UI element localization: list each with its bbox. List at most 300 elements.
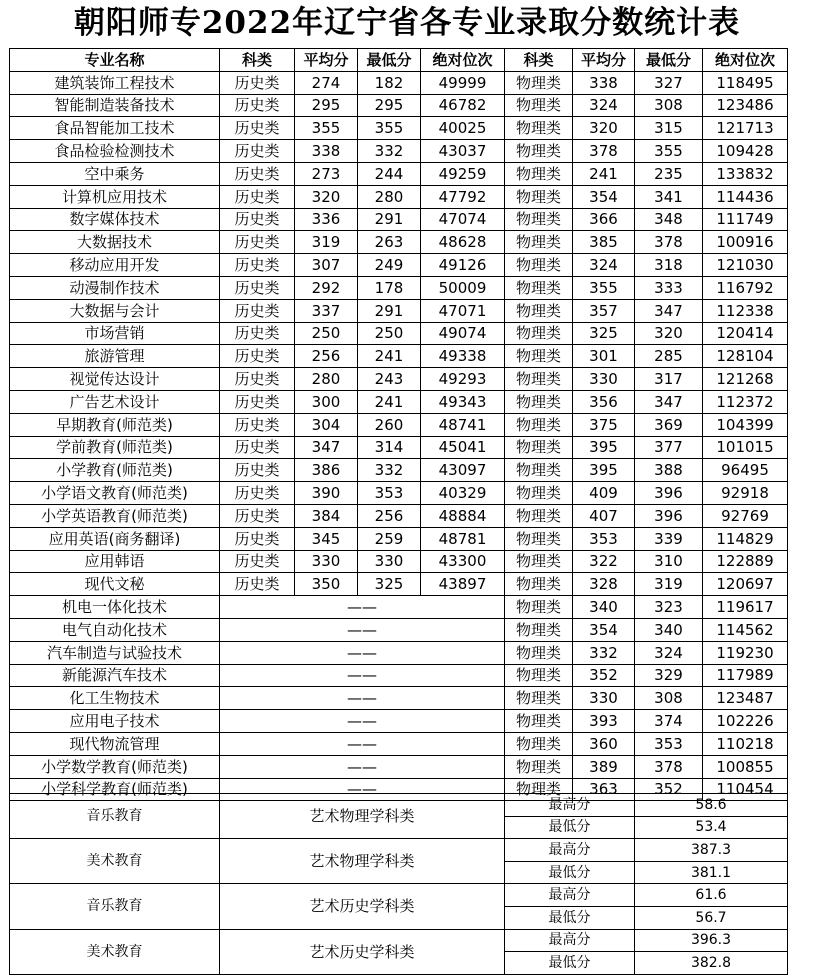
cell-physics-rank: 96495 bbox=[703, 459, 788, 482]
cell-history-minimum: 330 bbox=[358, 550, 421, 573]
cell-major: 数字媒体技术 bbox=[10, 208, 220, 231]
header-major: 专业名称 bbox=[10, 49, 220, 72]
cell-history-category: 历史类 bbox=[220, 162, 295, 185]
cell-history-average: 274 bbox=[295, 71, 358, 94]
table-row bbox=[10, 140, 788, 163]
cell-physics-minimum: 317 bbox=[635, 368, 703, 391]
cell-physics-minimum: 339 bbox=[635, 527, 703, 550]
cell-physics-category: 物理类 bbox=[505, 185, 573, 208]
score-table-body bbox=[10, 71, 788, 801]
cell-physics-minimum: 318 bbox=[635, 254, 703, 277]
cell-history-rank: 40025 bbox=[421, 117, 505, 140]
art-row bbox=[10, 839, 788, 862]
cell-major: 市场营销 bbox=[10, 322, 220, 345]
cell-physics-average: 389 bbox=[573, 755, 635, 778]
cell-history-minimum: 256 bbox=[358, 504, 421, 527]
cell-history-rank: 43897 bbox=[421, 573, 505, 596]
cell-major: 现代物流管理 bbox=[10, 732, 220, 755]
cell-history-category: 历史类 bbox=[220, 345, 295, 368]
cell-physics-average: 330 bbox=[573, 368, 635, 391]
cell-history-minimum: 260 bbox=[358, 413, 421, 436]
cell-physics-rank: 101015 bbox=[703, 436, 788, 459]
table-row bbox=[10, 504, 788, 527]
cell-history-category: 历史类 bbox=[220, 208, 295, 231]
cell-history-minimum: 325 bbox=[358, 573, 421, 596]
cell-physics-average: 332 bbox=[573, 641, 635, 664]
score-table bbox=[9, 48, 788, 801]
cell-major: 应用韩语 bbox=[10, 550, 220, 573]
table-row bbox=[10, 322, 788, 345]
header-physics-average: 平均分 bbox=[573, 49, 635, 72]
table-row bbox=[10, 664, 788, 687]
cell-physics-category: 物理类 bbox=[505, 641, 573, 664]
cell-physics-minimum: 308 bbox=[635, 94, 703, 117]
cell-history-average: 300 bbox=[295, 390, 358, 413]
cell-physics-rank: 120697 bbox=[703, 573, 788, 596]
art-category: 艺术历史学科类 bbox=[220, 884, 505, 929]
art-max-value: 387.3 bbox=[635, 839, 788, 862]
cell-physics-category: 物理类 bbox=[505, 413, 573, 436]
table-row bbox=[10, 482, 788, 505]
art-category: 艺术历史学科类 bbox=[220, 929, 505, 974]
cell-history-category: 历史类 bbox=[220, 436, 295, 459]
cell-physics-category: 物理类 bbox=[505, 778, 573, 801]
cell-physics-rank: 109428 bbox=[703, 140, 788, 163]
art-max-value: 61.6 bbox=[635, 884, 788, 907]
header-row bbox=[10, 49, 788, 72]
cell-physics-minimum: 378 bbox=[635, 231, 703, 254]
cell-history-rank: 49999 bbox=[421, 71, 505, 94]
cell-history-placeholder: —— bbox=[220, 596, 505, 619]
table-row bbox=[10, 254, 788, 277]
cell-physics-minimum: 347 bbox=[635, 390, 703, 413]
cell-physics-category: 物理类 bbox=[505, 162, 573, 185]
cell-physics-category: 物理类 bbox=[505, 687, 573, 710]
art-row bbox=[10, 884, 788, 907]
cell-physics-category: 物理类 bbox=[505, 596, 573, 619]
cell-physics-minimum: 353 bbox=[635, 732, 703, 755]
cell-physics-average: 363 bbox=[573, 778, 635, 801]
cell-major: 汽车制造与试验技术 bbox=[10, 641, 220, 664]
cell-physics-category: 物理类 bbox=[505, 618, 573, 641]
cell-history-average: 337 bbox=[295, 299, 358, 322]
cell-history-average: 350 bbox=[295, 573, 358, 596]
cell-physics-average: 241 bbox=[573, 162, 635, 185]
cell-major: 计算机应用技术 bbox=[10, 185, 220, 208]
art-major: 音乐教育 bbox=[10, 884, 220, 929]
cell-physics-rank: 123487 bbox=[703, 687, 788, 710]
cell-history-minimum: 280 bbox=[358, 185, 421, 208]
cell-physics-minimum: 329 bbox=[635, 664, 703, 687]
cell-physics-category: 物理类 bbox=[505, 755, 573, 778]
table-row bbox=[10, 596, 788, 619]
cell-physics-average: 378 bbox=[573, 140, 635, 163]
art-major: 美术教育 bbox=[10, 839, 220, 884]
cell-history-minimum: 263 bbox=[358, 231, 421, 254]
cell-history-category: 历史类 bbox=[220, 299, 295, 322]
cell-history-rank: 48741 bbox=[421, 413, 505, 436]
cell-physics-average: 353 bbox=[573, 527, 635, 550]
art-category: 艺术物理学科类 bbox=[220, 794, 505, 839]
cell-physics-average: 320 bbox=[573, 117, 635, 140]
cell-history-rank: 48884 bbox=[421, 504, 505, 527]
cell-physics-rank: 128104 bbox=[703, 345, 788, 368]
cell-physics-rank: 122889 bbox=[703, 550, 788, 573]
cell-major: 大数据与会计 bbox=[10, 299, 220, 322]
cell-history-category: 历史类 bbox=[220, 482, 295, 505]
cell-history-minimum: 178 bbox=[358, 276, 421, 299]
cell-history-average: 390 bbox=[295, 482, 358, 505]
cell-physics-rank: 121268 bbox=[703, 368, 788, 391]
cell-physics-average: 328 bbox=[573, 573, 635, 596]
art-min-label: 最低分 bbox=[505, 906, 635, 929]
cell-physics-category: 物理类 bbox=[505, 71, 573, 94]
cell-physics-category: 物理类 bbox=[505, 732, 573, 755]
cell-physics-average: 354 bbox=[573, 185, 635, 208]
cell-history-placeholder: —— bbox=[220, 732, 505, 755]
art-max-value: 396.3 bbox=[635, 929, 788, 952]
cell-history-category: 历史类 bbox=[220, 413, 295, 436]
cell-physics-category: 物理类 bbox=[505, 527, 573, 550]
cell-history-rank: 40329 bbox=[421, 482, 505, 505]
cell-physics-category: 物理类 bbox=[505, 299, 573, 322]
cell-physics-average: 393 bbox=[573, 710, 635, 733]
cell-physics-average: 352 bbox=[573, 664, 635, 687]
cell-physics-rank: 121713 bbox=[703, 117, 788, 140]
cell-physics-rank: 117989 bbox=[703, 664, 788, 687]
cell-history-minimum: 332 bbox=[358, 140, 421, 163]
cell-major: 现代文秘 bbox=[10, 573, 220, 596]
cell-major: 小学教育(师范类) bbox=[10, 459, 220, 482]
cell-history-rank: 49074 bbox=[421, 322, 505, 345]
cell-physics-minimum: 347 bbox=[635, 299, 703, 322]
cell-physics-minimum: 308 bbox=[635, 687, 703, 710]
cell-physics-category: 物理类 bbox=[505, 436, 573, 459]
cell-physics-average: 325 bbox=[573, 322, 635, 345]
cell-physics-rank: 116792 bbox=[703, 276, 788, 299]
cell-physics-category: 物理类 bbox=[505, 117, 573, 140]
cell-physics-category: 物理类 bbox=[505, 368, 573, 391]
cell-history-average: 345 bbox=[295, 527, 358, 550]
cell-history-rank: 47071 bbox=[421, 299, 505, 322]
cell-history-rank: 47792 bbox=[421, 185, 505, 208]
cell-history-average: 320 bbox=[295, 185, 358, 208]
art-min-value: 53.4 bbox=[635, 816, 788, 839]
cell-physics-minimum: 341 bbox=[635, 185, 703, 208]
cell-physics-rank: 100916 bbox=[703, 231, 788, 254]
cell-major: 小学语文教育(师范类) bbox=[10, 482, 220, 505]
cell-physics-rank: 119230 bbox=[703, 641, 788, 664]
header-physics-category: 科类 bbox=[505, 49, 573, 72]
cell-major: 移动应用开发 bbox=[10, 254, 220, 277]
cell-history-rank: 43300 bbox=[421, 550, 505, 573]
art-max-label: 最高分 bbox=[505, 794, 635, 817]
cell-history-minimum: 291 bbox=[358, 299, 421, 322]
cell-physics-minimum: 324 bbox=[635, 641, 703, 664]
cell-history-rank: 49338 bbox=[421, 345, 505, 368]
cell-physics-minimum: 348 bbox=[635, 208, 703, 231]
cell-physics-average: 375 bbox=[573, 413, 635, 436]
table-row bbox=[10, 732, 788, 755]
cell-history-rank: 46782 bbox=[421, 94, 505, 117]
cell-history-category: 历史类 bbox=[220, 140, 295, 163]
cell-physics-average: 395 bbox=[573, 459, 635, 482]
cell-history-placeholder: —— bbox=[220, 778, 505, 801]
art-max-label: 最高分 bbox=[505, 839, 635, 862]
cell-physics-category: 物理类 bbox=[505, 390, 573, 413]
cell-physics-minimum: 323 bbox=[635, 596, 703, 619]
cell-major: 动漫制作技术 bbox=[10, 276, 220, 299]
cell-physics-average: 354 bbox=[573, 618, 635, 641]
cell-history-category: 历史类 bbox=[220, 254, 295, 277]
art-min-label: 最低分 bbox=[505, 952, 635, 975]
table-row bbox=[10, 755, 788, 778]
cell-physics-minimum: 378 bbox=[635, 755, 703, 778]
cell-physics-average: 409 bbox=[573, 482, 635, 505]
cell-history-average: 347 bbox=[295, 436, 358, 459]
cell-physics-average: 322 bbox=[573, 550, 635, 573]
cell-history-minimum: 244 bbox=[358, 162, 421, 185]
cell-major: 应用电子技术 bbox=[10, 710, 220, 733]
art-row bbox=[10, 929, 788, 952]
cell-physics-average: 338 bbox=[573, 71, 635, 94]
cell-history-placeholder: —— bbox=[220, 687, 505, 710]
cell-physics-rank: 100855 bbox=[703, 755, 788, 778]
cell-physics-category: 物理类 bbox=[505, 208, 573, 231]
cell-history-rank: 49293 bbox=[421, 368, 505, 391]
cell-physics-minimum: 352 bbox=[635, 778, 703, 801]
cell-major: 机电一体化技术 bbox=[10, 596, 220, 619]
art-min-value: 381.1 bbox=[635, 861, 788, 884]
cell-history-average: 386 bbox=[295, 459, 358, 482]
cell-physics-minimum: 320 bbox=[635, 322, 703, 345]
cell-major: 新能源汽车技术 bbox=[10, 664, 220, 687]
cell-history-rank: 48781 bbox=[421, 527, 505, 550]
cell-physics-minimum: 333 bbox=[635, 276, 703, 299]
cell-history-category: 历史类 bbox=[220, 276, 295, 299]
cell-history-average: 295 bbox=[295, 94, 358, 117]
cell-physics-average: 355 bbox=[573, 276, 635, 299]
cell-physics-minimum: 388 bbox=[635, 459, 703, 482]
cell-history-category: 历史类 bbox=[220, 94, 295, 117]
cell-physics-minimum: 355 bbox=[635, 140, 703, 163]
art-max-value: 58.6 bbox=[635, 794, 788, 817]
cell-physics-category: 物理类 bbox=[505, 140, 573, 163]
cell-history-placeholder: —— bbox=[220, 755, 505, 778]
cell-history-minimum: 241 bbox=[358, 345, 421, 368]
cell-history-average: 307 bbox=[295, 254, 358, 277]
header-history-minimum: 最低分 bbox=[358, 49, 421, 72]
cell-physics-minimum: 340 bbox=[635, 618, 703, 641]
cell-physics-minimum: 327 bbox=[635, 71, 703, 94]
cell-history-minimum: 182 bbox=[358, 71, 421, 94]
table-row bbox=[10, 459, 788, 482]
cell-physics-average: 324 bbox=[573, 254, 635, 277]
cell-history-minimum: 259 bbox=[358, 527, 421, 550]
art-row bbox=[10, 794, 788, 817]
cell-major: 应用英语(商务翻译) bbox=[10, 527, 220, 550]
cell-history-rank: 49126 bbox=[421, 254, 505, 277]
cell-history-minimum: 241 bbox=[358, 390, 421, 413]
cell-physics-rank: 102226 bbox=[703, 710, 788, 733]
cell-history-category: 历史类 bbox=[220, 390, 295, 413]
art-score-table-body bbox=[10, 794, 788, 975]
cell-major: 学前教育(师范类) bbox=[10, 436, 220, 459]
cell-major: 食品检验检测技术 bbox=[10, 140, 220, 163]
cell-physics-rank: 119617 bbox=[703, 596, 788, 619]
cell-history-minimum: 295 bbox=[358, 94, 421, 117]
cell-major: 建筑装饰工程技术 bbox=[10, 71, 220, 94]
cell-history-average: 304 bbox=[295, 413, 358, 436]
table-row bbox=[10, 231, 788, 254]
table-row bbox=[10, 573, 788, 596]
cell-history-category: 历史类 bbox=[220, 185, 295, 208]
table-row bbox=[10, 413, 788, 436]
cell-history-average: 256 bbox=[295, 345, 358, 368]
cell-history-category: 历史类 bbox=[220, 550, 295, 573]
cell-physics-average: 385 bbox=[573, 231, 635, 254]
cell-history-rank: 49343 bbox=[421, 390, 505, 413]
cell-physics-average: 340 bbox=[573, 596, 635, 619]
cell-history-average: 338 bbox=[295, 140, 358, 163]
cell-physics-rank: 118495 bbox=[703, 71, 788, 94]
art-score-table bbox=[9, 793, 788, 975]
cell-physics-category: 物理类 bbox=[505, 482, 573, 505]
cell-major: 小学科学教育(师范类) bbox=[10, 778, 220, 801]
cell-physics-category: 物理类 bbox=[505, 276, 573, 299]
cell-physics-category: 物理类 bbox=[505, 254, 573, 277]
cell-physics-category: 物理类 bbox=[505, 573, 573, 596]
cell-physics-rank: 123486 bbox=[703, 94, 788, 117]
table-row bbox=[10, 185, 788, 208]
cell-history-minimum: 332 bbox=[358, 459, 421, 482]
cell-major: 空中乘务 bbox=[10, 162, 220, 185]
cell-physics-minimum: 285 bbox=[635, 345, 703, 368]
cell-physics-average: 301 bbox=[573, 345, 635, 368]
cell-major: 智能制造装备技术 bbox=[10, 94, 220, 117]
cell-physics-category: 物理类 bbox=[505, 504, 573, 527]
cell-history-category: 历史类 bbox=[220, 322, 295, 345]
cell-history-category: 历史类 bbox=[220, 368, 295, 391]
cell-history-average: 355 bbox=[295, 117, 358, 140]
cell-history-rank: 47074 bbox=[421, 208, 505, 231]
table-row bbox=[10, 71, 788, 94]
cell-physics-category: 物理类 bbox=[505, 345, 573, 368]
art-max-label: 最高分 bbox=[505, 884, 635, 907]
cell-physics-minimum: 315 bbox=[635, 117, 703, 140]
cell-major: 视觉传达设计 bbox=[10, 368, 220, 391]
cell-physics-rank: 112338 bbox=[703, 299, 788, 322]
table-row bbox=[10, 436, 788, 459]
cell-history-average: 336 bbox=[295, 208, 358, 231]
cell-physics-category: 物理类 bbox=[505, 231, 573, 254]
table-row bbox=[10, 527, 788, 550]
cell-physics-rank: 92918 bbox=[703, 482, 788, 505]
cell-history-rank: 43097 bbox=[421, 459, 505, 482]
cell-major: 早期教育(师范类) bbox=[10, 413, 220, 436]
cell-physics-category: 物理类 bbox=[505, 459, 573, 482]
table-row bbox=[10, 687, 788, 710]
cell-physics-category: 物理类 bbox=[505, 322, 573, 345]
cell-physics-minimum: 319 bbox=[635, 573, 703, 596]
cell-physics-rank: 110454 bbox=[703, 778, 788, 801]
cell-major: 电气自动化技术 bbox=[10, 618, 220, 641]
cell-history-category: 历史类 bbox=[220, 71, 295, 94]
cell-history-minimum: 353 bbox=[358, 482, 421, 505]
cell-physics-rank: 114829 bbox=[703, 527, 788, 550]
table-row bbox=[10, 208, 788, 231]
cell-major: 食品智能加工技术 bbox=[10, 117, 220, 140]
table-row bbox=[10, 299, 788, 322]
cell-history-placeholder: —— bbox=[220, 710, 505, 733]
table-row bbox=[10, 276, 788, 299]
cell-physics-average: 366 bbox=[573, 208, 635, 231]
table-row bbox=[10, 618, 788, 641]
cell-major: 化工生物技术 bbox=[10, 687, 220, 710]
cell-history-average: 330 bbox=[295, 550, 358, 573]
cell-physics-rank: 112372 bbox=[703, 390, 788, 413]
cell-history-rank: 49259 bbox=[421, 162, 505, 185]
header-history-average: 平均分 bbox=[295, 49, 358, 72]
cell-physics-average: 395 bbox=[573, 436, 635, 459]
cell-history-minimum: 291 bbox=[358, 208, 421, 231]
cell-physics-rank: 114562 bbox=[703, 618, 788, 641]
table-row bbox=[10, 390, 788, 413]
page-title: 朝阳师专2022年辽宁省各专业录取分数统计表 bbox=[73, 5, 741, 41]
cell-major: 广告艺术设计 bbox=[10, 390, 220, 413]
cell-physics-rank: 121030 bbox=[703, 254, 788, 277]
cell-major: 大数据技术 bbox=[10, 231, 220, 254]
table-row bbox=[10, 162, 788, 185]
cell-physics-rank: 120414 bbox=[703, 322, 788, 345]
cell-physics-rank: 111749 bbox=[703, 208, 788, 231]
art-min-label: 最低分 bbox=[505, 816, 635, 839]
cell-history-placeholder: —— bbox=[220, 618, 505, 641]
table-row bbox=[10, 117, 788, 140]
art-category: 艺术物理学科类 bbox=[220, 839, 505, 884]
cell-physics-average: 360 bbox=[573, 732, 635, 755]
cell-physics-average: 330 bbox=[573, 687, 635, 710]
table-row bbox=[10, 368, 788, 391]
cell-history-placeholder: —— bbox=[220, 664, 505, 687]
table-row bbox=[10, 94, 788, 117]
art-max-label: 最高分 bbox=[505, 929, 635, 952]
cell-history-average: 250 bbox=[295, 322, 358, 345]
cell-history-category: 历史类 bbox=[220, 231, 295, 254]
art-major: 音乐教育 bbox=[10, 794, 220, 839]
cell-physics-average: 356 bbox=[573, 390, 635, 413]
cell-major: 小学英语教育(师范类) bbox=[10, 504, 220, 527]
cell-history-average: 273 bbox=[295, 162, 358, 185]
cell-major: 旅游管理 bbox=[10, 345, 220, 368]
cell-history-average: 319 bbox=[295, 231, 358, 254]
cell-physics-category: 物理类 bbox=[505, 94, 573, 117]
cell-history-category: 历史类 bbox=[220, 459, 295, 482]
header-history-category: 科类 bbox=[220, 49, 295, 72]
cell-history-minimum: 250 bbox=[358, 322, 421, 345]
cell-history-category: 历史类 bbox=[220, 573, 295, 596]
cell-major: 小学数学教育(师范类) bbox=[10, 755, 220, 778]
cell-physics-minimum: 310 bbox=[635, 550, 703, 573]
cell-history-average: 292 bbox=[295, 276, 358, 299]
header-physics-minimum: 最低分 bbox=[635, 49, 703, 72]
cell-physics-rank: 114436 bbox=[703, 185, 788, 208]
cell-physics-rank: 133832 bbox=[703, 162, 788, 185]
cell-physics-average: 324 bbox=[573, 94, 635, 117]
table-row bbox=[10, 710, 788, 733]
art-min-value: 382.8 bbox=[635, 952, 788, 975]
cell-physics-minimum: 377 bbox=[635, 436, 703, 459]
